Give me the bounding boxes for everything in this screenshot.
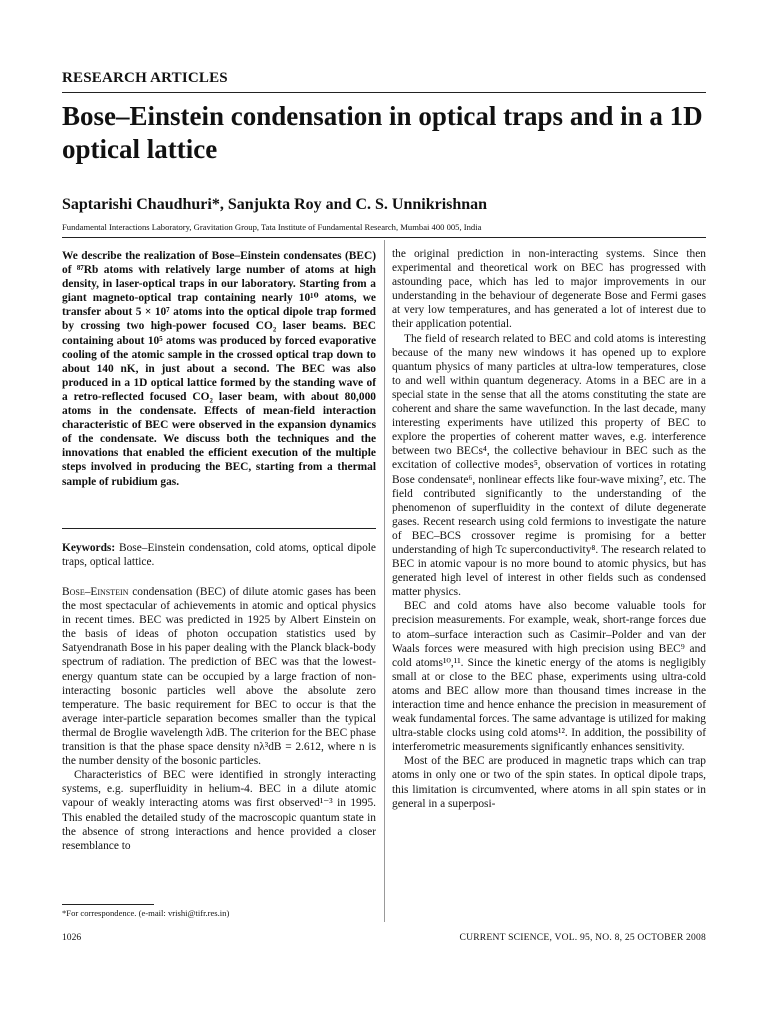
affiliation-rule — [62, 237, 706, 238]
intro-text: condensation (BEC) of dilute atomic gases has been the most spectacular of achievements in atomic and optical physics in recent times. BEC was predicted in 1925 by Albert Einstein on the basis of ideas of photon occupation statistics used by Satyendranath Bose in his paper dealing with the Planck black-body spectrum of radiation. The prediction of BEC was that the lowest-energy quantum state can be occupied by a large fraction of non-interacting bosonic particles well above the absolute zero temperature. The basic requirement for BEC to occur is that the average inter-particle separation becomes smaller than the typical thermal de Broglie wavelength λdB. The criterion for the BEC phase transition is that the phase space density nλ³dB = 2.612, where n is the number density of the bosonic particles. — [62, 586, 376, 768]
right-paragraph: the original prediction in non-interacting systems. Since then experimental and theoretical work on BEC has progressed with astounding pace, which has led to major improvements in our understanding in the behaviour of degenerate Bose and Fermi gases at very low temperatures, and has generated a lot of interest due to their application potential. — [392, 248, 706, 331]
page-number: 1026 — [62, 932, 82, 943]
article-authors: Saptarishi Chaudhuri*, Sanjukta Roy and C. S. Unnikrishnan — [62, 196, 488, 213]
abstract-rule — [62, 528, 376, 529]
section-label: RESEARCH ARTICLES — [62, 70, 228, 86]
journal-footer: CURRENT SCIENCE, VOL. 95, NO. 8, 25 OCTOBER 2008 — [459, 932, 706, 943]
keywords-label: Keywords: — [62, 542, 116, 554]
article-title: Bose–Einstein condensation in optical traps and in a 1D optical lattice — [62, 101, 703, 164]
left-column-body — [62, 585, 376, 853]
left-paragraph: Characteristics of BEC were identified in strongly interacting systems, e.g. superfluidity in helium-4. BEC in a dilute atomic vapour of weakly interacting atoms was first observed¹⁻³ in 1995. This enabled the detailed study of the macroscopic quantum state in the absence of strong interactions and hence provided a closer resemblance to — [62, 769, 376, 852]
keywords-list: Bose–Einstein condensation, cold atoms, optical dipole traps, optical lattice. — [62, 542, 376, 569]
article-affiliation: Fundamental Interactions Laboratory, Gravitation Group, Tata Institute of Fundamental Research, Mumbai 400 005, India — [62, 222, 482, 232]
right-paragraph: The field of research related to BEC and cold atoms is interesting because of the many new windows it has opened up to explore quantum physics of many particles at ultra-low temperatures, close to and well within quantum degeneracy. Atoms in a BEC are in a special state in the sense that all the atoms constituting the state are coherent and share the same wavefunction. In the last decade, many interesting experiments have utilized this property of BEC to explore the properties of coherent matter waves, e.g. interference between two BECs⁴, the collective behaviour in BEC such as the excitation of collective modes⁵, observation of vortices in rotating Bose condensate⁶, nonlinear effects like four-wave mixing⁷, etc. The field contributed significantly to the understanding of the phenomenon of superfluidity in the context of dilute degenerate gases. Recent research using cold fermions to investigate the nature of BEC–BCS crossover regime is promising for a better understanding of high Tc superconductivity⁸. The research related to BEC in atomic vapour is no more bound to atomic physics, but has generated high level of interest in other fields such as condensed matter physics. — [392, 332, 706, 599]
footnote-rule — [62, 904, 154, 905]
footnote: *For correspondence. (e-mail: vrishi@tifr.res.in) — [62, 908, 230, 918]
keywords — [62, 541, 376, 569]
column-divider — [384, 240, 385, 922]
header-rule — [62, 92, 706, 93]
right-column-body — [392, 247, 706, 811]
intro-dropcap: Bose–Einstein — [62, 586, 129, 598]
right-paragraph: BEC and cold atoms have also become valuable tools for precision measurements. For example, weak, short-range forces due to atom–surface interaction such as Casimir–Polder and van der Waals forces were measured with high precision using BEC⁹ and cold atoms¹⁰,¹¹. Since the kinetic energy of the atoms is negligibly small at or close to the BEC phase, experiments using ultra-cold atoms and BEC allow more than thousand times increase in the interaction time and hence enhance the precision in measurement of weak fundamental forces. The same advantage is utilized for making ultra-stable clocks using cold atoms¹². In addition, the possibility of interferometric measurements significantly enhances sensitivity. — [392, 600, 706, 754]
intro-paragraph — [62, 585, 376, 768]
abstract: We describe the realization of Bose–Einstein condensates (BEC) of ⁸⁷Rb atoms with relatively large number of atoms at high density, in laser-optical traps in our laboratory. Starting from a giant magneto-optical trap containing nearly 10¹⁰ atoms, we transfer about 5 × 10⁷ atoms into the optical dipole trap formed by crossing two high-power focused CO₂ laser beams. BEC containing about 10⁵ atoms was produced by forced evaporative cooling of the atomic sample in the crossed optical trap down to about 140 nK, in just about a second. The BEC was also produced in a 1D optical lattice formed by the standing wave of a retro-reflected focused CO₂ laser beam, with about 80,000 atoms in the condensate. Effects of mean-field interaction characteristic of BEC were observed in the expansion dynamics of the condensate. We discuss both the techniques and the innovations that enabled the efficient execution of the multiple steps involved in producing the BEC, starting from a thermal sample of rubidium gas. — [62, 250, 376, 488]
right-paragraph: Most of the BEC are produced in magnetic traps which can trap atoms in only one or two of the spin states. In optical dipole traps, this limitation is circumvented, where atoms in all spin states or in general in a superposi- — [392, 755, 706, 810]
